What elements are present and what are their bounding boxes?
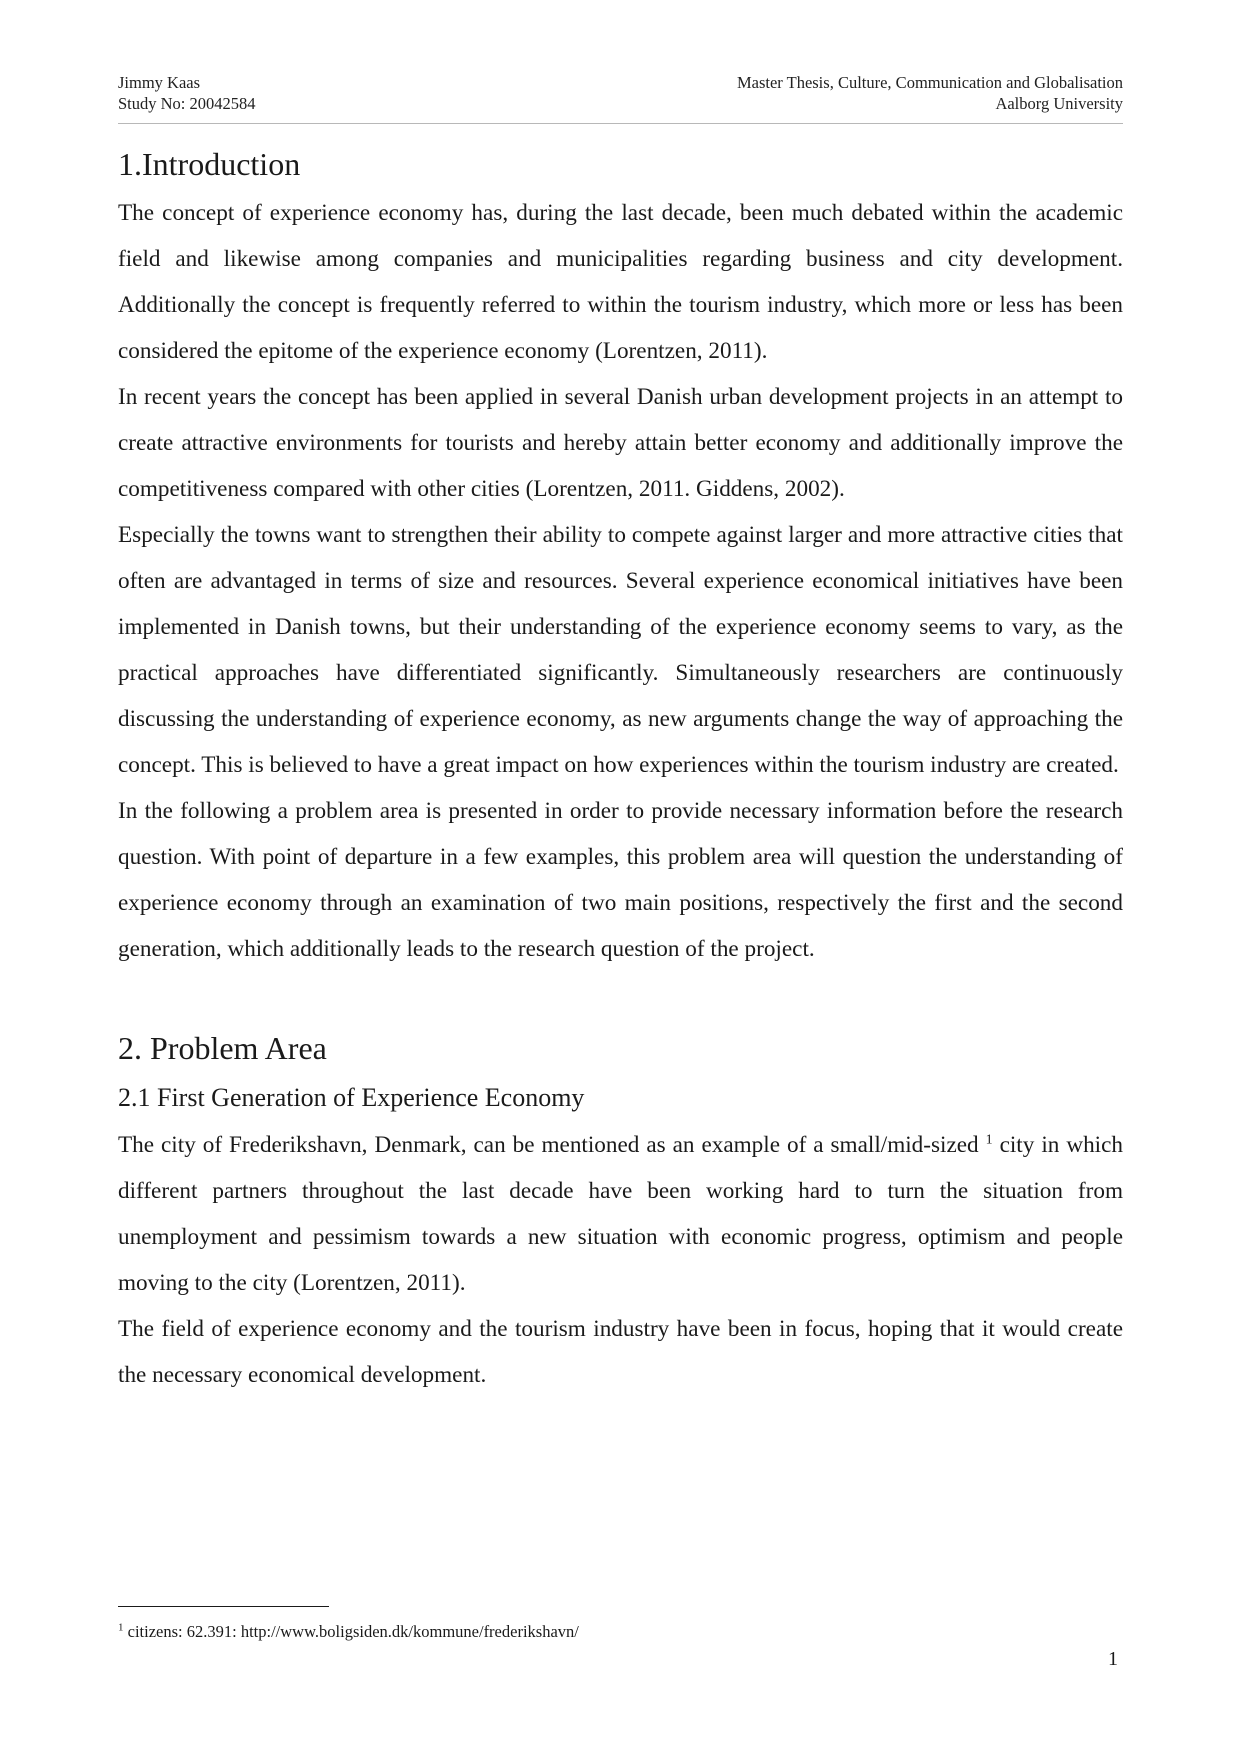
problem-paragraph-2: The field of experience economy and the tourism industry have been in focus, hoping that it would create the necessary economical development. xyxy=(118,1316,1123,1388)
page-header xyxy=(118,72,1123,118)
problem-paragraph-1 xyxy=(118,1122,1123,1306)
footnote-marker: 1 xyxy=(118,1621,124,1634)
header-left xyxy=(118,72,256,114)
intro-paragraph-3: Especially the towns want to strengthen their ability to compete against larger and more attractive cities that often are advantaged in terms of size and resources. Several experience economical initiatives have been implemented in Danish towns, but their understanding of the experience economy seems to vary, as the practical approaches have differentiated significantly. Simultaneously researchers are continuously discussing the understanding of experience economy, as new arguments change the way of approaching the concept. This is believed to have a great impact on how experiences within the tourism industry are created. xyxy=(118,522,1123,778)
first-generation-subheading: 2.1 First Generation of Experience Economy xyxy=(118,1083,585,1112)
document-page xyxy=(118,0,1123,1754)
introduction-heading: 1.Introduction xyxy=(118,146,301,182)
university-name: Aalborg University xyxy=(995,94,1123,113)
problem-area-heading: 2. Problem Area xyxy=(118,1030,327,1066)
header-right xyxy=(737,72,1123,114)
footnote-reference[interactable]: 1 xyxy=(985,1132,993,1148)
page-number: 1 xyxy=(1108,1648,1118,1670)
author-name: Jimmy Kaas xyxy=(118,73,201,92)
intro-paragraph-4: In the following a problem area is presented in order to provide necessary information before the research question. With point of departure in a few examples, this problem area will question the understanding of experience economy through an examination of two main positions, respectively the first and the second generation, which additionally leads to the research question of the project. xyxy=(118,798,1123,962)
problem-paragraph-1-start: The city of Frederikshavn, Denmark, can be mentioned as an example of a small/mid-sized xyxy=(118,1132,979,1158)
intro-paragraph-2: In recent years the concept has been applied in several Danish urban development projects in an attempt to create attractive environments for tourists and hereby attain better economy and additionally improve the competitiveness compared with other cities (Lorentzen, 2011. Giddens, 2002). xyxy=(118,384,1123,502)
thesis-title: Master Thesis, Culture, Communication and Globalisation xyxy=(736,73,1123,92)
study-number: Study No: 20042584 xyxy=(118,94,256,113)
header-divider xyxy=(118,123,1123,124)
footnote-separator xyxy=(118,1606,329,1607)
footnote-text: citizens: 62.391: http://www.boligsiden.dk/kommune/frederikshavn/ xyxy=(123,1622,579,1641)
problem-paragraph-1-end: city in which different partners throughout the last decade have been working hard to turn the situation from unemployment and pessimism towards a new situation with economic progress, optimism and people moving to the city (Lorentzen, 2011). xyxy=(118,1132,1123,1296)
page-content xyxy=(118,138,1123,1398)
intro-paragraph-1: The concept of experience economy has, during the last decade, been much debated within the academic field and likewise among companies and municipalities regarding business and city development. Additionally the concept is frequently referred to within the tourism industry, which more or less has been considered the epitome of the experience economy (Lorentzen, 2011). xyxy=(118,200,1123,364)
footnote xyxy=(118,1621,579,1643)
